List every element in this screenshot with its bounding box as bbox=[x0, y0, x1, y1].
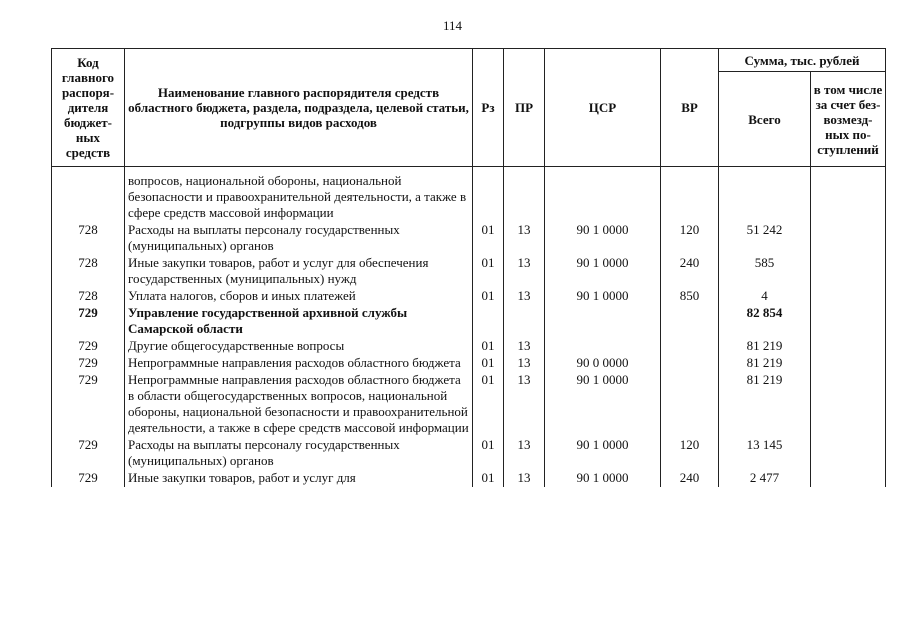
header-pr: ПР bbox=[504, 49, 545, 167]
cell-total bbox=[719, 167, 811, 223]
cell-csr: 90 1 0000 bbox=[545, 437, 661, 470]
header-total: Всего bbox=[719, 72, 811, 167]
table-row bbox=[52, 437, 886, 470]
cell-total: 51 242 bbox=[719, 222, 811, 255]
cell-csr bbox=[545, 338, 661, 355]
cell-name: Другие общегосударственные вопросы bbox=[125, 338, 473, 355]
cell-rz: 01 bbox=[473, 338, 504, 355]
cell-gratuitous bbox=[811, 338, 886, 355]
table-row bbox=[52, 338, 886, 355]
cell-rz bbox=[473, 305, 504, 338]
cell-rz: 01 bbox=[473, 255, 504, 288]
cell-gratuitous bbox=[811, 167, 886, 223]
cell-pr: 13 bbox=[504, 470, 545, 487]
cell-csr: 90 1 0000 bbox=[545, 470, 661, 487]
cell-pr bbox=[504, 167, 545, 223]
cell-total: 82 854 bbox=[719, 305, 811, 338]
cell-csr: 90 1 0000 bbox=[545, 288, 661, 305]
cell-pr: 13 bbox=[504, 372, 545, 437]
cell-gratuitous bbox=[811, 288, 886, 305]
cell-total: 81 219 bbox=[719, 372, 811, 437]
cell-rz: 01 bbox=[473, 288, 504, 305]
cell-gratuitous bbox=[811, 305, 886, 338]
cell-total: 585 bbox=[719, 255, 811, 288]
cell-total: 2 477 bbox=[719, 470, 811, 487]
table-row bbox=[52, 255, 886, 288]
header-name: Наименование главного распорядителя средств областного бюджета, раздела, подраздела, целевой статьи, подгруппы видов расходов bbox=[125, 49, 473, 167]
cell-rz bbox=[473, 167, 504, 223]
cell-pr: 13 bbox=[504, 288, 545, 305]
header-csr: ЦСР bbox=[545, 49, 661, 167]
cell-csr: 90 1 0000 bbox=[545, 372, 661, 437]
header-gratuitous: в том числе за счет без-возмезд-ных по-ступлений bbox=[811, 72, 886, 167]
cell-pr bbox=[504, 305, 545, 338]
cell-vr bbox=[661, 167, 719, 223]
cell-pr: 13 bbox=[504, 255, 545, 288]
table-row bbox=[52, 355, 886, 372]
cell-vr: 850 bbox=[661, 288, 719, 305]
cell-code: 729 bbox=[52, 338, 125, 355]
cell-pr: 13 bbox=[504, 338, 545, 355]
cell-vr: 240 bbox=[661, 470, 719, 487]
table-row bbox=[52, 305, 886, 338]
cell-total: 4 bbox=[719, 288, 811, 305]
cell-pr: 13 bbox=[504, 222, 545, 255]
cell-name: Иные закупки товаров, работ и услуг для обеспечения государственных (муниципальных) нужд bbox=[125, 255, 473, 288]
cell-vr bbox=[661, 305, 719, 338]
cell-pr: 13 bbox=[504, 437, 545, 470]
cell-rz: 01 bbox=[473, 222, 504, 255]
table-row bbox=[52, 470, 886, 487]
budget-table bbox=[51, 48, 886, 487]
cell-gratuitous bbox=[811, 222, 886, 255]
cell-code: 729 bbox=[52, 305, 125, 338]
cell-total: 81 219 bbox=[719, 338, 811, 355]
cell-gratuitous bbox=[811, 437, 886, 470]
cell-csr bbox=[545, 167, 661, 223]
header-vr: ВР bbox=[661, 49, 719, 167]
cell-rz: 01 bbox=[473, 470, 504, 487]
cell-code: 729 bbox=[52, 372, 125, 437]
cell-csr bbox=[545, 305, 661, 338]
cell-gratuitous bbox=[811, 470, 886, 487]
cell-gratuitous bbox=[811, 372, 886, 437]
cell-csr: 90 1 0000 bbox=[545, 255, 661, 288]
cell-vr: 120 bbox=[661, 222, 719, 255]
cell-gratuitous bbox=[811, 355, 886, 372]
cell-gratuitous bbox=[811, 255, 886, 288]
cell-name: Непрограммные направления расходов областного бюджета в области общегосударственных вопросов, национальной обороны, национальной безопасности и правоохранительной деятельности, а также в сфере средств массовой информации bbox=[125, 372, 473, 437]
cell-rz: 01 bbox=[473, 437, 504, 470]
cell-code: 728 bbox=[52, 255, 125, 288]
cell-total: 13 145 bbox=[719, 437, 811, 470]
cell-code: 728 bbox=[52, 222, 125, 255]
cell-code: 728 bbox=[52, 288, 125, 305]
table-row bbox=[52, 288, 886, 305]
cell-pr: 13 bbox=[504, 355, 545, 372]
cell-code: 729 bbox=[52, 470, 125, 487]
cell-vr: 240 bbox=[661, 255, 719, 288]
cell-name: Управление государственной архивной службы Самарской области bbox=[125, 305, 473, 338]
cell-vr: 120 bbox=[661, 437, 719, 470]
cell-vr bbox=[661, 338, 719, 355]
cell-csr: 90 0 0000 bbox=[545, 355, 661, 372]
cell-name: вопросов, национальной обороны, национальной безопасности и правоохранительной деятельности, а также в сфере средств массовой информации bbox=[125, 167, 473, 223]
cell-total: 81 219 bbox=[719, 355, 811, 372]
cell-name: Непрограммные направления расходов областного бюджета bbox=[125, 355, 473, 372]
cell-rz: 01 bbox=[473, 355, 504, 372]
cell-name: Расходы на выплаты персоналу государственных (муниципальных) органов bbox=[125, 222, 473, 255]
cell-code: 729 bbox=[52, 437, 125, 470]
cell-rz: 01 bbox=[473, 372, 504, 437]
cell-csr: 90 1 0000 bbox=[545, 222, 661, 255]
cell-code bbox=[52, 167, 125, 223]
cell-code: 729 bbox=[52, 355, 125, 372]
cell-vr bbox=[661, 355, 719, 372]
cell-name: Расходы на выплаты персоналу государственных (муниципальных) органов bbox=[125, 437, 473, 470]
header-code: Код главного распоря-дителя бюджет-ных средств bbox=[52, 49, 125, 167]
header-rz: Рз bbox=[473, 49, 504, 167]
header-sum: Сумма, тыс. рублей bbox=[719, 49, 886, 72]
cell-name: Уплата налогов, сборов и иных платежей bbox=[125, 288, 473, 305]
cell-vr bbox=[661, 372, 719, 437]
cell-name: Иные закупки товаров, работ и услуг для bbox=[125, 470, 473, 487]
page-number: 114 bbox=[442, 18, 463, 33]
table-row bbox=[52, 167, 886, 223]
table-row bbox=[52, 372, 886, 437]
table-row bbox=[52, 222, 886, 255]
